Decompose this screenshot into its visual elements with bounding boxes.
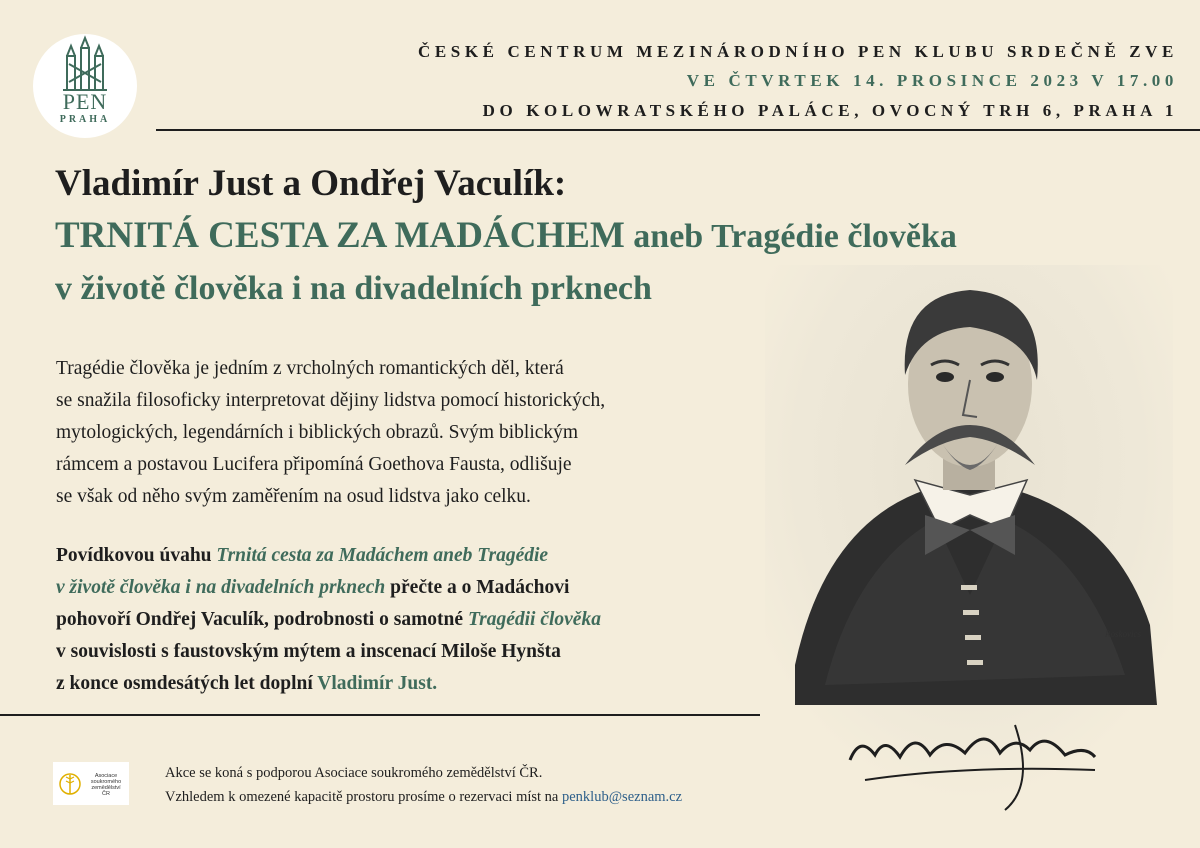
header-venue: DO KOLOWRATSKÉHO PALÁCE, OVOCNÝ TRH 6, PRAHA 1: [482, 101, 1178, 120]
description-line: Tragédie člověka je jedním z vrcholných romantických děl, která: [56, 358, 564, 379]
description-paragraph: [56, 353, 756, 513]
footer-reservation-note: [165, 789, 682, 806]
logo-pen-text: PEN: [62, 89, 108, 114]
reservation-email-link[interactable]: penklub@seznam.cz: [561, 789, 683, 805]
event-title: [55, 214, 957, 257]
program-text: Povídkovou úvahu: [56, 545, 217, 566]
pen-praha-logo: [33, 34, 137, 138]
event-subtitle: v životě člověka i na divadelních prknech: [55, 270, 652, 307]
story-title-part: v životě člověka i na divadelních prknech: [56, 577, 386, 598]
header-invitation: ČESKÉ CENTRUM MEZINÁRODNÍHO PEN KLUBU SRDEČNĚ ZVE: [417, 42, 1178, 61]
program-line: [56, 572, 756, 604]
program-text: z konce osmdesátých let doplní: [56, 673, 318, 694]
event-title-rest: aneb Tragédie člověka: [624, 218, 957, 255]
madach-portrait-image: [765, 265, 1173, 830]
svg-text:Roskovics: Roskovics: [1105, 629, 1141, 639]
program-line: [56, 540, 756, 572]
logo-city-text: PRAHA: [59, 114, 111, 125]
bottom-divider: [0, 714, 760, 716]
event-title-caps: TRNITÁ CESTA ZA MADÁCHEM: [55, 215, 625, 256]
speaker-name: Vladimír Just.: [317, 673, 438, 694]
header-date: VE ČTVRTEK 14. PROSINCE 2023 V 17.00: [686, 71, 1178, 90]
program-text: přečte a o Madáchovi: [385, 577, 570, 598]
program-line: v souvislosti s faustovským mýtem a inscenací Miloše Hynšta: [56, 641, 561, 662]
program-line: [56, 604, 756, 636]
sponsor-logo-text: Asociace soukromého zemědělství ČR: [90, 773, 122, 797]
program-text: pohovoří Ondřej Vaculík, podrobnosti o samotné: [56, 609, 468, 630]
program-paragraph: [56, 540, 756, 700]
description-line: se snažila filosoficky interpretovat dějiny lidstva pomocí historických,: [56, 390, 606, 411]
tragedy-title: Tragédii člověka: [467, 609, 601, 630]
description-line: mytologických, legendárních i biblických obrazů. Svým biblickým: [56, 422, 579, 443]
footer-reservation-text: Vzhledem k omezené kapacitě prostoru prosíme o rezervaci míst na: [165, 789, 562, 805]
speakers-title: Vladimír Just a Ondřej Vaculík:: [55, 163, 567, 204]
description-line: se však od něho svým zaměřením na osud lidstva jako celku.: [56, 486, 531, 507]
program-line: [56, 668, 756, 700]
story-title-part: Trnitá cesta za Madáchem aneb Tragédie: [216, 545, 549, 566]
sponsor-logo: [53, 762, 129, 805]
top-divider: [156, 129, 1200, 131]
description-line: rámcem a postavou Lucifera připomíná Goethova Fausta, odlišuje: [56, 454, 572, 475]
wheat-icon: [59, 769, 81, 799]
footer-support-note: Akce se koná s podporou Asociace soukromého zemědělství ČR.: [165, 765, 543, 781]
